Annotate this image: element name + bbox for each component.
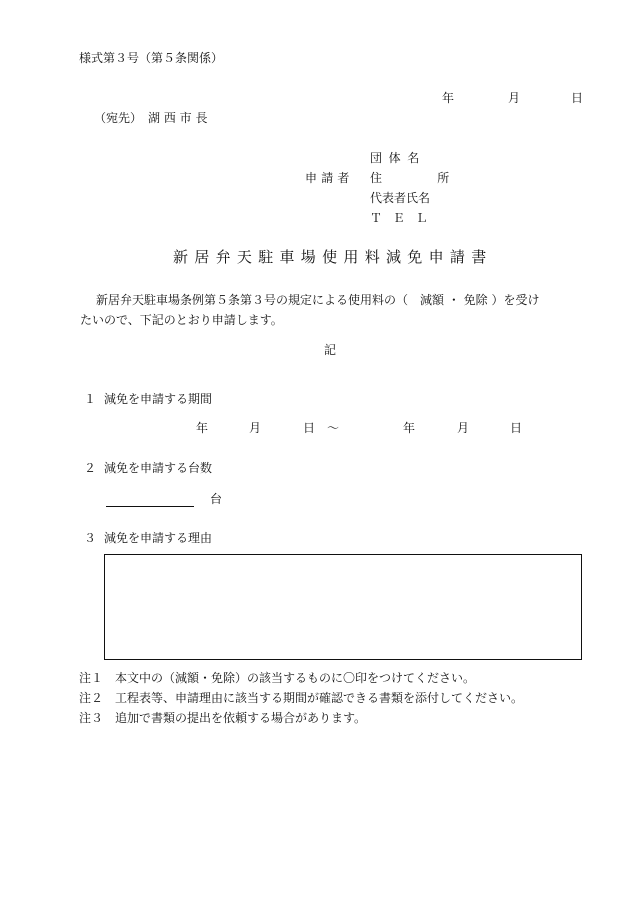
item-3-label: 減免を申請する理由 bbox=[104, 531, 213, 545]
applicant-tel-label: ＴＥＬ bbox=[370, 211, 439, 225]
date-day-label: 日 bbox=[571, 91, 584, 105]
period-month-1: 月 bbox=[249, 421, 262, 435]
period-tilde: ～ bbox=[327, 421, 340, 435]
period-day-1: 日 bbox=[303, 421, 316, 435]
item-3-number: ３ bbox=[84, 531, 97, 545]
count-input-line[interactable] bbox=[106, 505, 194, 507]
count-unit: 台 bbox=[210, 492, 223, 506]
note-2: 注２ 工程表等、申請理由に該当する期間が確認できる書類を添付してください。 bbox=[79, 691, 524, 705]
ki-label: 記 bbox=[324, 343, 337, 357]
document-title: 新居弁天駐車場使用料減免申請書 bbox=[173, 248, 493, 266]
applicant-address-label: 住 所 bbox=[370, 171, 471, 185]
period-year-2: 年 bbox=[403, 421, 416, 435]
date-month-label: 月 bbox=[508, 91, 521, 105]
addressee: （宛先） 湖 西 市 長 bbox=[94, 111, 208, 125]
date-year-label: 年 bbox=[442, 91, 455, 105]
body-line-2: たいので、下記のとおり申請します。 bbox=[80, 313, 283, 327]
body-line-1: 新居弁天駐車場条例第５条第３号の規定による使用料の（ 減額 ・ 免除 ）を受け bbox=[96, 293, 540, 307]
item-2-number: ２ bbox=[84, 461, 97, 475]
item-1-number: １ bbox=[84, 392, 97, 406]
period-month-2: 月 bbox=[457, 421, 470, 435]
reason-box[interactable] bbox=[104, 554, 582, 660]
applicant-org-label: 団体名 bbox=[370, 151, 426, 165]
applicant-role-label: 申請者 bbox=[305, 171, 354, 185]
period-day-2: 日 bbox=[510, 421, 523, 435]
period-year-1: 年 bbox=[196, 421, 209, 435]
note-1: 注１ 本文中の（減額・免除）の該当するものに〇印をつけてください。 bbox=[79, 671, 476, 685]
note-3: 注３ 追加で書類の提出を依頼する場合があります。 bbox=[79, 711, 367, 725]
item-2-label: 減免を申請する台数 bbox=[104, 461, 213, 475]
form-number: 様式第３号（第５条関係） bbox=[79, 51, 224, 65]
applicant-rep-label: 代表者氏名 bbox=[370, 191, 431, 205]
item-1-label: 減免を申請する期間 bbox=[104, 392, 213, 406]
